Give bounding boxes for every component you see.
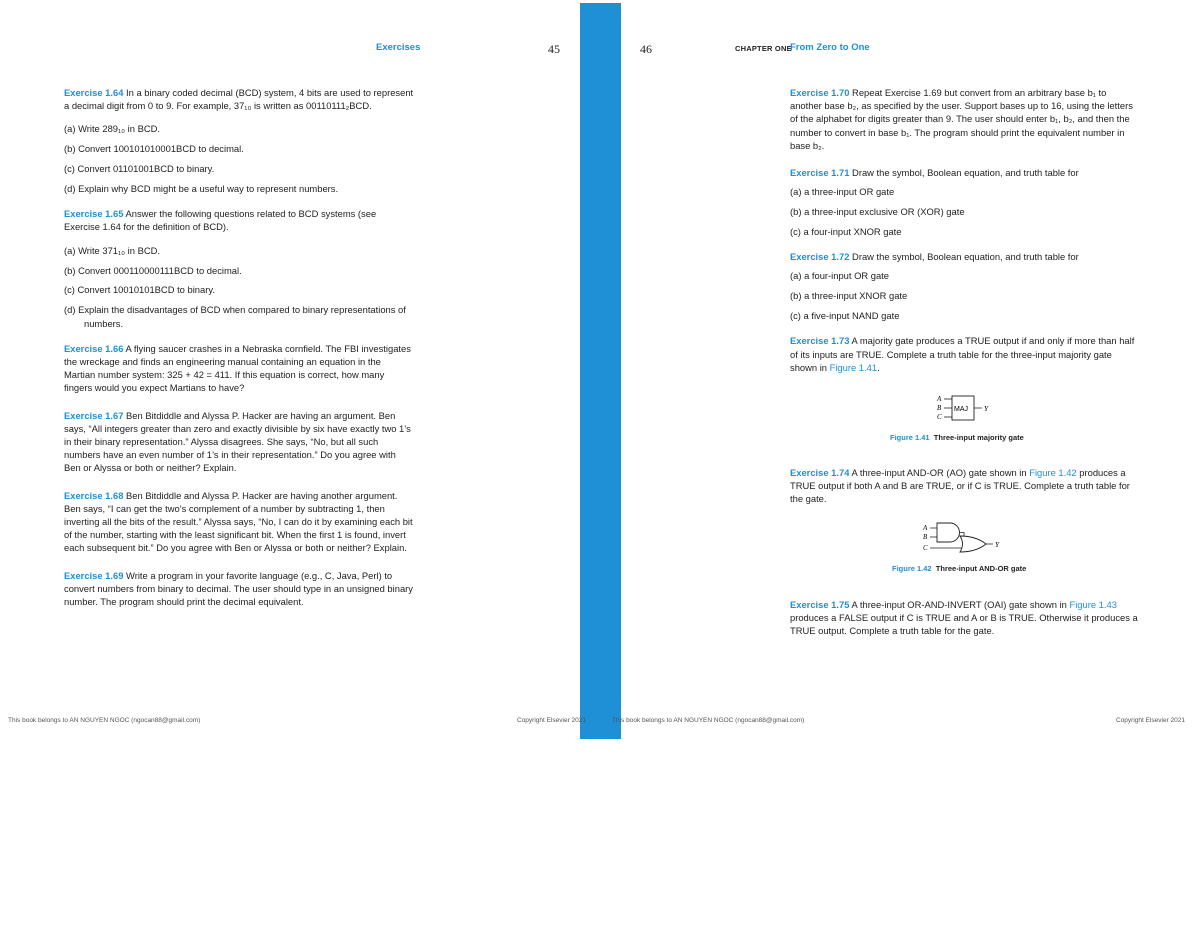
- input-c-label: C: [937, 413, 942, 421]
- right-page-body: [790, 86, 1140, 384]
- exercise-label: Exercise 1.74: [790, 467, 850, 478]
- exercise-text: Answer the following questions related to BCD systems (see Exercise 1.64 for the definition of BCD).: [64, 208, 377, 233]
- left-footer-copyright: Copyright Elsevier 2021: [517, 717, 587, 724]
- majority-gate-figure: [930, 392, 1000, 424]
- list-item: (d) Explain why BCD might be a useful way to represent numbers.: [64, 183, 339, 195]
- exercise-1-67: [64, 409, 414, 475]
- exercise-label: Exercise 1.67: [64, 409, 124, 421]
- right-running-header: From Zero to One: [790, 42, 870, 53]
- exercise-1-73: Exercise 1.73 A majority gate produces a TRUE output if and only if more than half of its inputs are TRUE. Complete a truth table for the three-input majority gate shown in Figure 1.41.: [790, 335, 1135, 373]
- exercise-label: Exercise 1.75: [790, 599, 850, 610]
- output-y-label: Y: [984, 404, 989, 413]
- exercise-1-74: Exercise 1.74 A three-input AND-OR (AO) gate shown in Figure 1.42 produces a TRUE output if both A and B are TRUE, or if C is TRUE. Complete a truth table for the gate.: [790, 467, 1130, 505]
- list-item: (b) a three-input exclusive OR (XOR) gate: [790, 206, 965, 218]
- exercise-label: Exercise 1.72: [790, 251, 850, 263]
- exercise-label: Exercise 1.64: [64, 87, 124, 98]
- input-b-label: B: [923, 533, 928, 541]
- input-b-label: B: [937, 404, 942, 412]
- list-item: (c) Convert 10010101BCD to binary.: [64, 284, 215, 296]
- figure-link[interactable]: Figure 1.43: [1069, 599, 1117, 610]
- exercise-1-72: [790, 250, 1140, 263]
- exercise-text: A majority gate produces a TRUE output if and only if more than half of its inputs are TRUE. Complete a truth table for the three-input majority gate shown in: [790, 335, 1135, 373]
- left-page-number: 45: [548, 42, 560, 56]
- exercise-1-75: Exercise 1.75 A three-input OR-AND-INVERT (OAI) gate shown in Figure 1.43 produces a FALSE output if C is TRUE and A or B is TRUE. Otherwise it produces a TRUE output. Complete a truth table for the gate.: [790, 599, 1138, 637]
- list-item: (c) a four-input XNOR gate: [790, 226, 902, 237]
- exercise-1-64: [64, 86, 414, 112]
- figure-1-42-caption: Figure 1.42 Three-input AND-OR gate: [892, 564, 1027, 573]
- input-a-label: A: [937, 395, 942, 403]
- page-spine-divider: [580, 3, 621, 739]
- exercise-text: Draw the symbol, Boolean equation, and truth table for: [852, 167, 1079, 179]
- exercise-label: Exercise 1.66: [64, 342, 124, 354]
- list-item: (a) Write 289₁₀ in BCD.: [64, 123, 160, 135]
- list-item: (a) Write 371₁₀ in BCD.: [64, 244, 160, 256]
- list-item: (c) Convert 01101001BCD to binary.: [64, 163, 215, 175]
- list-item: (c) a five-input NAND gate: [790, 310, 900, 322]
- exercise-1-65: [64, 207, 414, 233]
- exercise-text: Draw the symbol, Boolean equation, and truth table for: [852, 251, 1079, 263]
- exercise-label: Exercise 1.70: [790, 87, 850, 98]
- exercise-text: A three-input AND-OR (AO) gate shown in: [851, 467, 1027, 478]
- list-item: (b) a three-input XNOR gate: [790, 290, 908, 302]
- list-item: (a) a four-input OR gate: [790, 270, 890, 282]
- and-gate-shape: [937, 523, 960, 542]
- exercise-1-66: [64, 342, 414, 395]
- exercise-label: Exercise 1.69: [64, 569, 124, 581]
- input-a-label: A: [923, 524, 928, 532]
- exercise-text: Ben Bitdiddle and Alyssa P. Hacker are having another argument. Ben says, “I can get the two’s complement of a number by subtracting 1, then inverting all the bits of the result.” Alyssa says, “No, I can do it by examining each bit of the number, starting with the least significant bit. When the first 1 is found, invert each subsequent bit.” Do you agree with Ben or Alyssa or both or neither? Explain.: [64, 489, 413, 554]
- and-or-gate-figure: [920, 520, 1010, 558]
- figure-link[interactable]: Figure 1.41: [829, 361, 878, 373]
- exercise-label: Exercise 1.71: [790, 167, 850, 179]
- list-item: (a) a three-input OR gate: [790, 186, 895, 198]
- exercise-1-69: [64, 569, 414, 609]
- exercise-1-68: [64, 489, 414, 555]
- exercise-1-71: [790, 166, 1140, 179]
- figure-link[interactable]: Figure 1.42: [1029, 467, 1077, 478]
- exercise-text: A three-input OR-AND-INVERT (OAI) gate shown in: [851, 599, 1067, 610]
- exercise-1-70: [790, 86, 1140, 152]
- chapter-label: CHAPTER ONE: [735, 44, 792, 53]
- exercise-label: Exercise 1.68: [64, 489, 124, 501]
- input-c-label: C: [923, 544, 928, 552]
- exercise-text: Ben Bitdiddle and Alyssa P. Hacker are having an argument. Ben says, “All integers greater than zero and exactly divisible by six have exactly two 1’s in their binary representation.” Alyssa disagrees. She says, “No, but all such numbers have an even number of 1’s in their representation.” Do you agree with Ben or Alyssa or both or neither? Explain.: [64, 409, 411, 474]
- exercise-label: Exercise 1.73: [790, 335, 850, 347]
- exercise-label: Exercise 1.65: [64, 208, 124, 220]
- left-footer-ownership: This book belongs to AN NGUYEN NGOC (ngocan88@gmail.com): [8, 717, 201, 724]
- right-footer-ownership: This book belongs to AN NGUYEN NGOC (ngocan88@gmail.com): [612, 717, 805, 724]
- list-item: (b) Convert 000110000111BCD to decimal.: [64, 264, 242, 276]
- gate-label: MAJ: [954, 406, 968, 413]
- or-gate-shape: [960, 536, 986, 552]
- left-running-header: Exercises: [376, 42, 421, 53]
- exercise-text: A flying saucer crashes in a Nebraska cornfield. The FBI investigates the wreckage and finds an engineering manual containing an equation in the Martian number system: 325 + 42 = 411. If this equation is correct, how many fingers would you expect Martians to have?: [64, 342, 411, 394]
- list-item: (b) Convert 100101010001BCD to decimal.: [64, 143, 244, 155]
- list-item: (d) Explain the disadvantages of BCD when compared to binary representations of numbers.: [64, 304, 406, 329]
- right-page-number: 46: [640, 42, 652, 56]
- output-y-label: Y: [995, 540, 1000, 549]
- figure-1-41-caption: Figure 1.41 Three-input majority gate: [890, 433, 1024, 442]
- exercise-text: Repeat Exercise 1.69 but convert from an arbitrary base b₁ to another base b₂, as specified by the user. Support bases up to 16, using the letters of the alphabet for digits greater than 9. The user should enter b₁, b₂, and then the number to convert in base b₁. The program should print the equivalent number in base b₂.: [790, 87, 1133, 151]
- exercise-text: In a binary coded decimal (BCD) system, 4 bits are used to represent a decimal digit from 0 to 9. For example, 37₁₀ is written as 00110111₂BCD.: [64, 87, 414, 112]
- right-footer-copyright: Copyright Elsevier 2021: [1116, 717, 1186, 724]
- exercise-text: Write a program in your favorite language (e.g., C, Java, Perl) to convert numbers from binary to decimal. The user should type in an unsigned binary number. The program should print the decimal equivalent.: [64, 569, 413, 608]
- left-page-body: [64, 86, 414, 618]
